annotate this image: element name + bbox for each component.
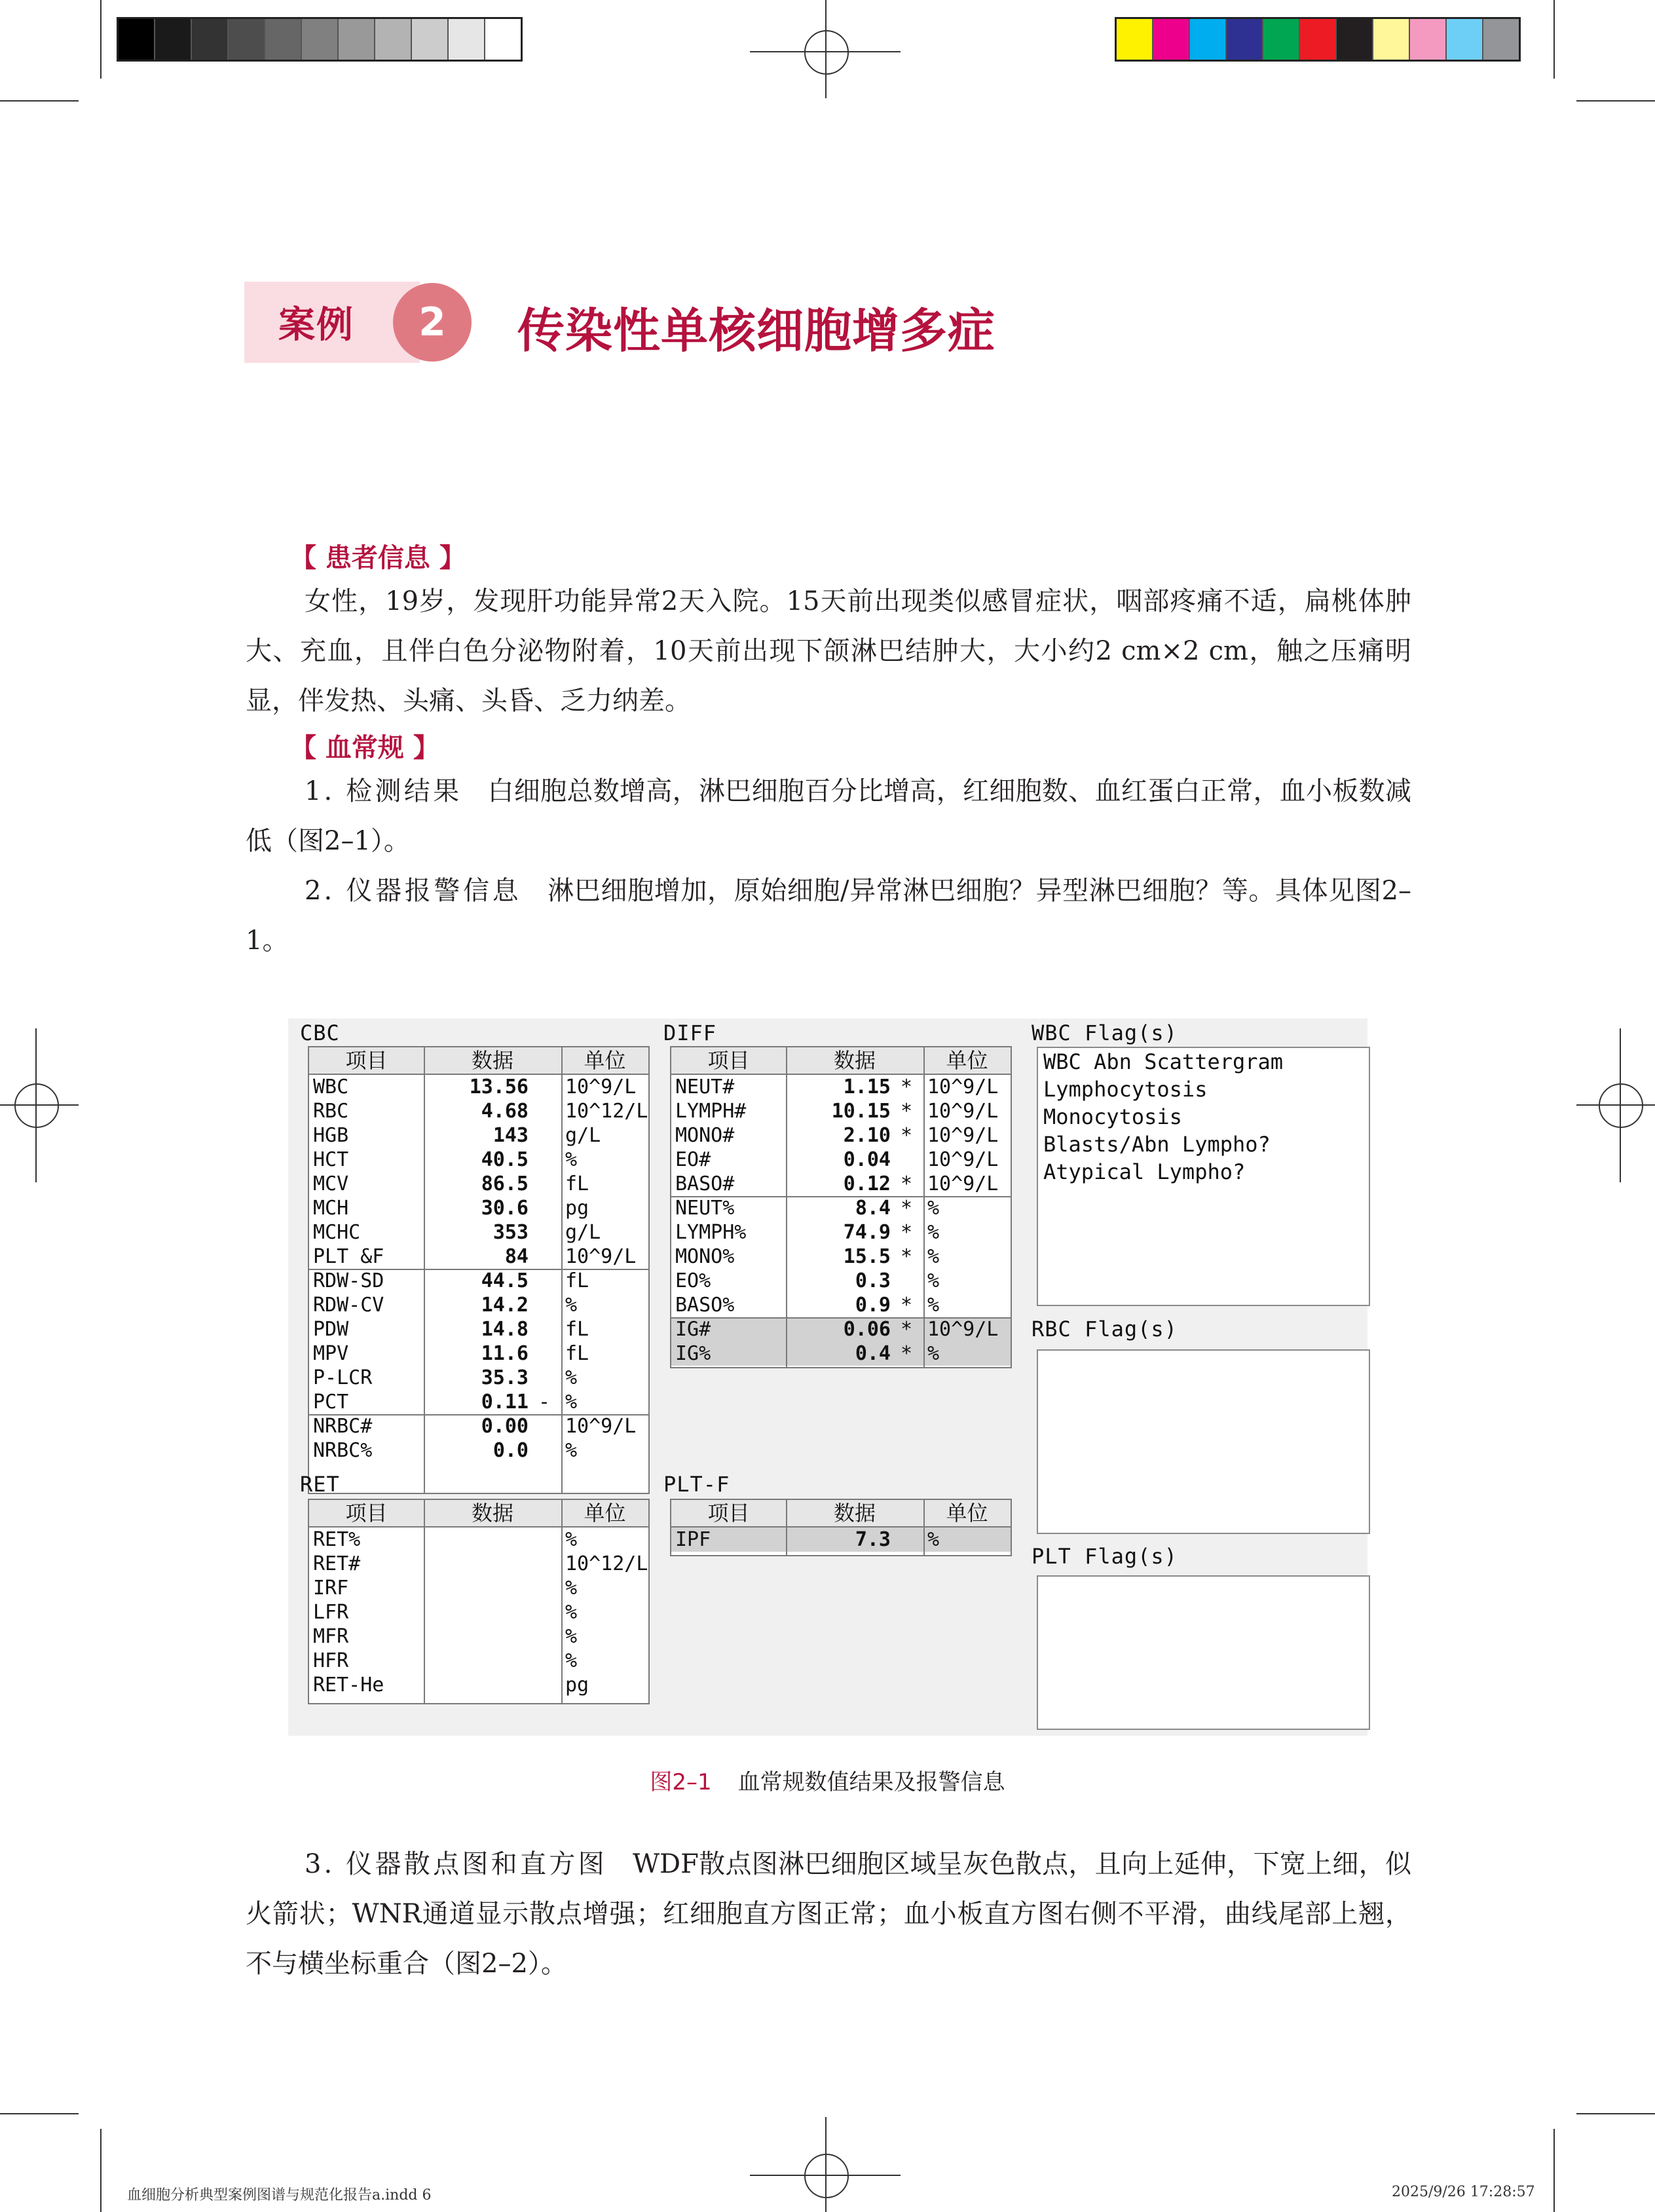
cell-flag: *: [901, 1100, 913, 1123]
process-color-bar: [1115, 17, 1521, 62]
wbc-flags-title: WBC Flag(s): [1032, 1021, 1178, 1045]
cell-value: [424, 1528, 529, 1552]
ret-panel-title: RET: [300, 1472, 340, 1497]
cell-item: EO#: [675, 1148, 711, 1171]
cell-item: HCT: [313, 1148, 349, 1171]
cell-value: 13.56: [469, 1076, 529, 1098]
cell-item: RDW-CV: [313, 1294, 384, 1317]
diff-panel-title: DIFF: [663, 1021, 717, 1045]
cell-value: 1.15: [843, 1076, 891, 1098]
cell-flag: *: [901, 1318, 913, 1341]
gray-swatch-5: [302, 19, 339, 60]
cell-item: RBC: [313, 1100, 349, 1123]
cell-flag: *: [901, 1245, 913, 1268]
cell-unit: %: [927, 1528, 940, 1551]
wbc-flags-list: [1043, 1048, 1283, 1186]
figure-caption-text: 血常规数值结果及报警信息: [737, 1769, 1005, 1795]
cell-flag: *: [901, 1124, 913, 1147]
item2-lead: 2. 仪器报警信息: [305, 876, 522, 906]
cell-value: 86.5: [481, 1172, 529, 1195]
cell-item: RDW-SD: [313, 1269, 384, 1292]
column-header-unit: 单位: [946, 1501, 988, 1526]
cell-item: MCHC: [313, 1221, 361, 1244]
wbc-flags-box: [1037, 1047, 1370, 1306]
cell-unit: %: [565, 1294, 578, 1317]
cell-value: [424, 1576, 529, 1600]
cell-item: PCT: [313, 1391, 349, 1414]
patient-info-paragraph: 女性，19岁，发现肝功能异常2天入院。15天前出现类似感冒症状，咽部疼痛不适，扁桃体肿大、充血，且伴白色分泌物附着，10天前出现下颌淋巴结肿大，大小约2 cm×2 cm，触之压痛明显，伴发热、头痛、头昏、乏力纳差。: [246, 586, 1411, 716]
cell-item: MPV: [313, 1342, 349, 1365]
cell-unit: %: [927, 1197, 940, 1220]
cell-value: 15.5: [843, 1245, 891, 1268]
cell-item: HGB: [313, 1124, 349, 1147]
cell-unit: %: [565, 1148, 578, 1171]
cell-value: [424, 1649, 529, 1673]
color-swatch-1: [1153, 19, 1190, 60]
cell-value: 14.2: [481, 1294, 529, 1317]
plt-flags-box: [1037, 1575, 1370, 1730]
cell-flag: *: [901, 1197, 913, 1220]
cell-flag: *: [901, 1172, 913, 1195]
cell-value: 0.0: [493, 1439, 529, 1462]
item2-text: 淋巴细胞增加，原始细胞/异常淋巴细胞？异型淋巴细胞？等。具体见图2–1。: [246, 876, 1411, 956]
table-header: [671, 1500, 1011, 1528]
cell-unit: 10^9/L: [927, 1318, 999, 1341]
cell-unit: fL: [565, 1269, 589, 1292]
footer-file-info: 血细胞分析典型案例图谱与规范化报告a.indd 6: [127, 2187, 432, 2203]
cbc-table: [308, 1046, 650, 1494]
color-swatch-3: [1227, 19, 1263, 60]
cell-unit: %: [927, 1221, 940, 1244]
column-header-unit: 单位: [584, 1501, 626, 1526]
cell-unit: fL: [565, 1342, 589, 1365]
rbc-flags-title: RBC Flag(s): [1032, 1317, 1178, 1341]
column-header-item: 项目: [345, 1501, 388, 1526]
cell-unit: g/L: [565, 1221, 601, 1244]
item3-lead: 3. 仪器散点图和直方图: [305, 1849, 607, 1879]
cell-unit: %: [927, 1342, 940, 1365]
cell-value: [424, 1600, 529, 1624]
cell-value: 74.9: [843, 1221, 891, 1244]
color-swatch-10: [1483, 19, 1519, 60]
cell-value: 0.4: [855, 1342, 891, 1365]
cell-value: 11.6: [481, 1342, 529, 1365]
table-header: [671, 1047, 1011, 1075]
gray-swatch-0: [119, 19, 155, 60]
cell-unit: %: [927, 1245, 940, 1268]
color-swatch-8: [1410, 19, 1447, 60]
cell-item: IPF: [675, 1528, 711, 1551]
cell-unit: pg: [565, 1674, 589, 1696]
column-header-data: 数据: [471, 1048, 513, 1073]
diff-table: [670, 1046, 1012, 1368]
wbc-flag-item: Blasts/Abn Lympho?: [1043, 1132, 1271, 1157]
gray-swatch-7: [375, 19, 412, 60]
cbc-panel-title: CBC: [300, 1021, 340, 1045]
item2-paragraph: [246, 866, 1411, 965]
cell-flag: *: [901, 1342, 913, 1365]
cell-item: NEUT%: [675, 1197, 735, 1220]
cell-value: 0.9: [855, 1294, 891, 1317]
cell-value: 0.06: [843, 1318, 891, 1341]
cell-unit: 10^9/L: [565, 1076, 637, 1098]
column-header-data: 数据: [471, 1501, 513, 1526]
patient-info-heading: 【 患者信息 】: [290, 543, 466, 573]
cell-value: 0.11: [481, 1391, 529, 1414]
cell-unit: 10^9/L: [927, 1172, 999, 1195]
cell-unit: fL: [565, 1172, 589, 1195]
column-header-item: 项目: [345, 1048, 388, 1073]
cell-item: LYMPH#: [675, 1100, 747, 1123]
pltf-panel-title: PLT-F: [663, 1472, 730, 1497]
wbc-flag-item: Lymphocytosis: [1043, 1077, 1208, 1102]
cell-value: 0.00: [481, 1415, 529, 1438]
column-divider: [923, 1500, 925, 1555]
cell-flag: *: [901, 1294, 913, 1317]
blood-routine-heading: 【 血常规 】: [290, 733, 439, 763]
cell-item: MCH: [313, 1197, 349, 1220]
column-divider: [561, 1500, 563, 1703]
cell-unit: %: [565, 1439, 578, 1462]
cell-value: 0.12: [843, 1172, 891, 1195]
cell-item: NRBC%: [313, 1439, 373, 1462]
cell-value: 4.68: [481, 1100, 529, 1123]
cell-unit: %: [565, 1528, 578, 1551]
cell-flag: -: [538, 1391, 551, 1414]
case-title: 传染性单核细胞增多症: [517, 303, 996, 358]
cell-unit: 10^9/L: [927, 1076, 999, 1098]
gray-swatch-9: [449, 19, 485, 60]
plt-flags-title: PLT Flag(s): [1032, 1544, 1178, 1569]
gray-swatch-1: [155, 19, 192, 60]
cell-unit: pg: [565, 1197, 589, 1220]
color-swatch-4: [1263, 19, 1300, 60]
cell-item: IG%: [675, 1342, 711, 1365]
color-swatch-6: [1337, 19, 1373, 60]
cell-unit: g/L: [565, 1124, 601, 1147]
cell-item: LFR: [313, 1601, 349, 1624]
column-header-item: 项目: [707, 1048, 750, 1073]
gray-swatch-10: [485, 19, 521, 60]
item1-lead: 1. 检测结果: [305, 776, 462, 806]
grayscale-color-bar: [117, 17, 523, 62]
cell-value: 8.4: [855, 1197, 891, 1220]
cell-item: WBC: [313, 1076, 349, 1098]
cell-unit: fL: [565, 1318, 589, 1341]
ret-table: [308, 1499, 650, 1704]
cell-item: BASO#: [675, 1172, 735, 1195]
blood-test-results-figure: [288, 1019, 1367, 1736]
cell-unit: %: [565, 1601, 578, 1624]
cell-value: [424, 1552, 529, 1576]
column-header-item: 项目: [707, 1501, 750, 1526]
gray-swatch-6: [339, 19, 375, 60]
column-header-unit: 单位: [946, 1048, 988, 1073]
cell-value: 10.15: [831, 1100, 891, 1123]
item1-paragraph: [246, 766, 1411, 866]
cell-unit: %: [565, 1625, 578, 1648]
pltf-table: [670, 1499, 1012, 1556]
cell-unit: 10^9/L: [927, 1124, 999, 1147]
cell-value: 353: [493, 1221, 529, 1244]
cell-item: P-LCR: [313, 1366, 373, 1389]
cell-item: RET%: [313, 1528, 361, 1551]
cell-item: HFR: [313, 1649, 349, 1672]
rbc-flags-box: [1037, 1349, 1370, 1534]
cell-value: 14.8: [481, 1318, 529, 1341]
cell-item: IRF: [313, 1577, 349, 1600]
cell-item: LYMPH%: [675, 1221, 747, 1244]
cell-item: MONO%: [675, 1245, 735, 1268]
cell-value: 0.04: [843, 1148, 891, 1171]
cell-unit: 10^9/L: [565, 1415, 637, 1438]
column-header-data: 数据: [833, 1501, 876, 1526]
wbc-flag-item: Monocytosis: [1043, 1104, 1182, 1129]
cell-unit: 10^9/L: [565, 1245, 637, 1268]
cell-item: RET-He: [313, 1674, 384, 1696]
cell-item: MFR: [313, 1625, 349, 1648]
cell-value: 35.3: [481, 1366, 529, 1389]
case-number-badge: 2: [393, 283, 472, 362]
item3-paragraph: [246, 1839, 1411, 1989]
cell-value: 44.5: [481, 1269, 529, 1292]
cell-flag: *: [901, 1221, 913, 1244]
figure-number: 图2–1: [650, 1769, 712, 1795]
cell-flag: *: [901, 1076, 913, 1098]
color-swatch-2: [1190, 19, 1227, 60]
cell-value: 7.3: [855, 1528, 891, 1551]
table-header: [309, 1047, 648, 1075]
table-header: [309, 1500, 648, 1528]
cell-unit: 10^9/L: [927, 1100, 999, 1123]
cell-value: [424, 1673, 529, 1697]
cell-item: BASO%: [675, 1294, 735, 1317]
case-label: 案例: [278, 304, 354, 347]
cell-unit: %: [565, 1366, 578, 1389]
gray-swatch-8: [412, 19, 449, 60]
gray-swatch-4: [265, 19, 302, 60]
gray-swatch-2: [192, 19, 229, 60]
cell-item: EO%: [675, 1269, 711, 1292]
cell-item: RET#: [313, 1552, 361, 1575]
cell-unit: 10^12/L: [565, 1100, 648, 1123]
cell-value: [424, 1624, 529, 1649]
item1-text: 白细胞总数增高，淋巴细胞百分比增高，红细胞数、血红蛋白正常，血小板数减低（图2–1）。: [246, 776, 1411, 856]
cell-item: MONO#: [675, 1124, 735, 1147]
cell-unit: 10^12/L: [565, 1552, 648, 1575]
cell-value: 40.5: [481, 1148, 529, 1171]
cell-item: PLT &F: [313, 1245, 384, 1268]
figure-caption: [0, 1764, 1655, 1796]
cell-value: 0.3: [855, 1269, 891, 1292]
wbc-flag-item: WBC Abn Scattergram: [1043, 1049, 1284, 1074]
cell-unit: %: [565, 1649, 578, 1672]
column-header-unit: 单位: [584, 1048, 626, 1073]
cell-item: NRBC#: [313, 1415, 373, 1438]
cell-item: NEUT#: [675, 1076, 735, 1098]
cell-value: 84: [504, 1245, 529, 1268]
column-divider: [561, 1047, 563, 1493]
cell-unit: 10^9/L: [927, 1148, 999, 1171]
cell-unit: %: [565, 1577, 578, 1600]
color-swatch-5: [1300, 19, 1337, 60]
color-swatch-0: [1117, 19, 1153, 60]
column-header-data: 数据: [833, 1048, 876, 1073]
color-swatch-7: [1373, 19, 1410, 60]
cell-item: IG#: [675, 1318, 711, 1341]
footer-timestamp: 2025/9/26 17:28:57: [1392, 2184, 1535, 2200]
cell-unit: %: [565, 1391, 578, 1414]
cell-value: 30.6: [481, 1197, 529, 1220]
color-swatch-9: [1447, 19, 1483, 60]
cell-item: MCV: [313, 1172, 349, 1195]
cell-value: 2.10: [843, 1124, 891, 1147]
item3-text: WDF散点图淋巴细胞区域呈灰色散点，且向上延伸，下宽上细，似火箭状；WNR通道显示散点增强；红细胞直方图正常；血小板直方图右侧不平滑，曲线尾部上翘，不与横坐标重合（图2–2）。: [246, 1849, 1411, 1979]
cell-unit: %: [927, 1294, 940, 1317]
cell-unit: %: [927, 1269, 940, 1292]
column-divider: [923, 1047, 925, 1367]
wbc-flag-item: Atypical Lympho?: [1043, 1159, 1246, 1184]
gray-swatch-3: [229, 19, 265, 60]
cell-item: PDW: [313, 1318, 349, 1341]
cell-value: 143: [493, 1124, 529, 1147]
